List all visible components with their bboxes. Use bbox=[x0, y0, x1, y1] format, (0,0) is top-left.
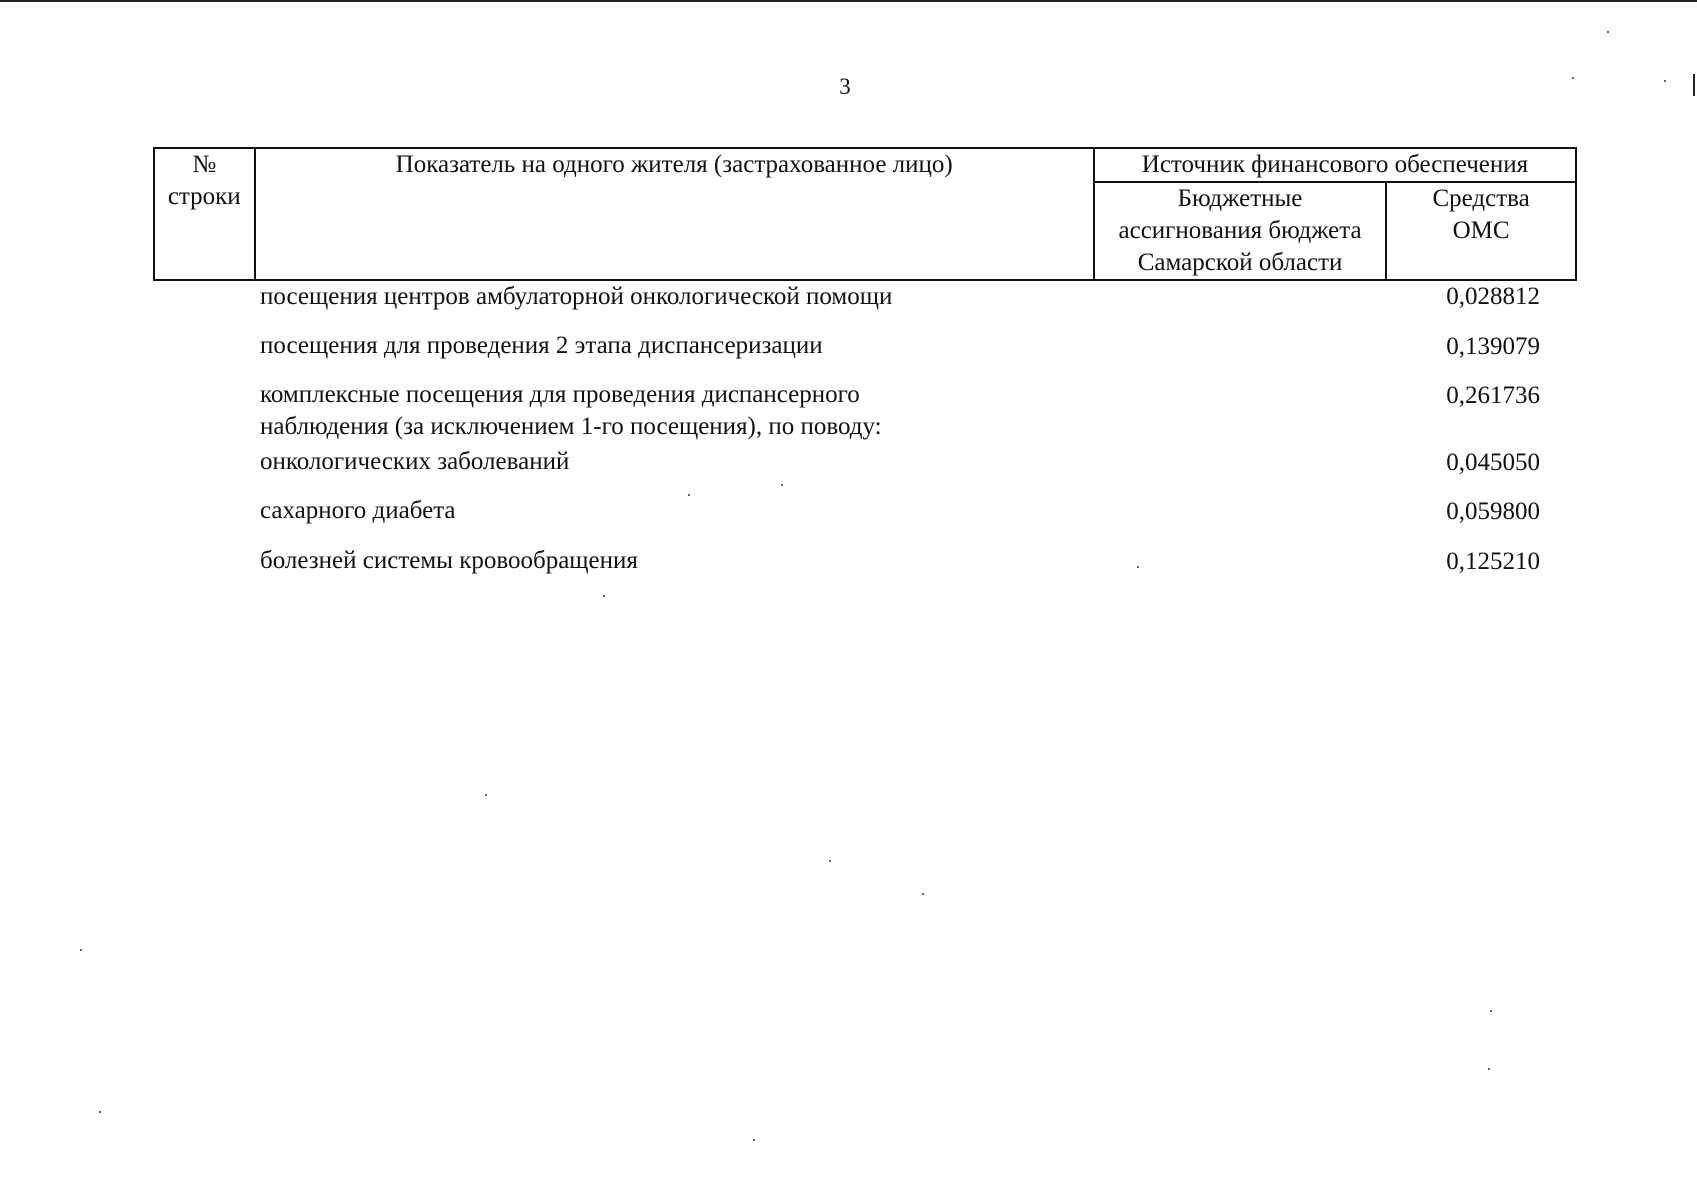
row-label-oncology-centers: посещения центров амбулаторной онкологической помощи bbox=[260, 283, 893, 310]
scan-speck bbox=[922, 893, 924, 895]
row-value-diabetes: 0,059800 bbox=[1446, 498, 1540, 525]
row-label-diabetes: сахарного диабета bbox=[260, 497, 456, 524]
scan-speck bbox=[80, 949, 82, 951]
row-label-circulatory-diseases: болезней системы кровообращения bbox=[260, 547, 638, 574]
header-indicator: Показатель на одного жителя (застрахованное лицо) bbox=[255, 148, 1094, 280]
row-value-dispensary-stage-2: 0,139079 bbox=[1446, 333, 1540, 360]
row-label-oncological-diseases: онкологических заболеваний bbox=[260, 448, 570, 475]
row-value-complex-visits: 0,261736 bbox=[1446, 382, 1540, 409]
scan-speck bbox=[1664, 80, 1666, 82]
scan-speck bbox=[829, 860, 831, 862]
page-number: 3 bbox=[839, 74, 851, 99]
scan-speck bbox=[603, 595, 605, 597]
scan-speck bbox=[1490, 1010, 1492, 1012]
scan-speck bbox=[1607, 31, 1609, 33]
row-value-oncological-diseases: 0,045050 bbox=[1446, 449, 1540, 476]
row-value-oncology-centers: 0,028812 bbox=[1446, 283, 1540, 310]
scan-speck bbox=[485, 794, 487, 796]
row-value-circulatory-diseases: 0,125210 bbox=[1446, 548, 1540, 575]
header-row-number-line-1: № bbox=[192, 151, 217, 178]
scan-speck bbox=[1572, 77, 1574, 79]
scan-speck bbox=[753, 1139, 755, 1141]
header-budget-line-2: ассигнования бюджета bbox=[1118, 217, 1362, 244]
scan-speck bbox=[688, 494, 690, 496]
scan-speck bbox=[781, 484, 783, 486]
header-oms-line-1: Средства bbox=[1432, 185, 1530, 212]
header-budget-line-3: Самарской области bbox=[1137, 249, 1343, 276]
row-label-complex-visits-line-2: наблюдения (за исключением 1-го посещения), по поводу: bbox=[260, 413, 882, 440]
header-budget-line-1: Бюджетные bbox=[1177, 185, 1303, 212]
row-label-dispensary-stage-2: посещения для проведения 2 этапа диспансеризации bbox=[260, 332, 823, 359]
header-funding-source: Источник финансового обеспечения bbox=[1094, 148, 1576, 182]
scan-speck bbox=[1488, 1068, 1490, 1070]
header-row-number-line-2: строки bbox=[167, 183, 241, 210]
scan-speck bbox=[1137, 566, 1139, 568]
row-label-complex-visits-line-1: комплексные посещения для проведения диспансерного bbox=[260, 381, 860, 408]
header-oms-line-2: ОМС bbox=[1452, 217, 1510, 244]
scan-speck bbox=[99, 1111, 101, 1113]
